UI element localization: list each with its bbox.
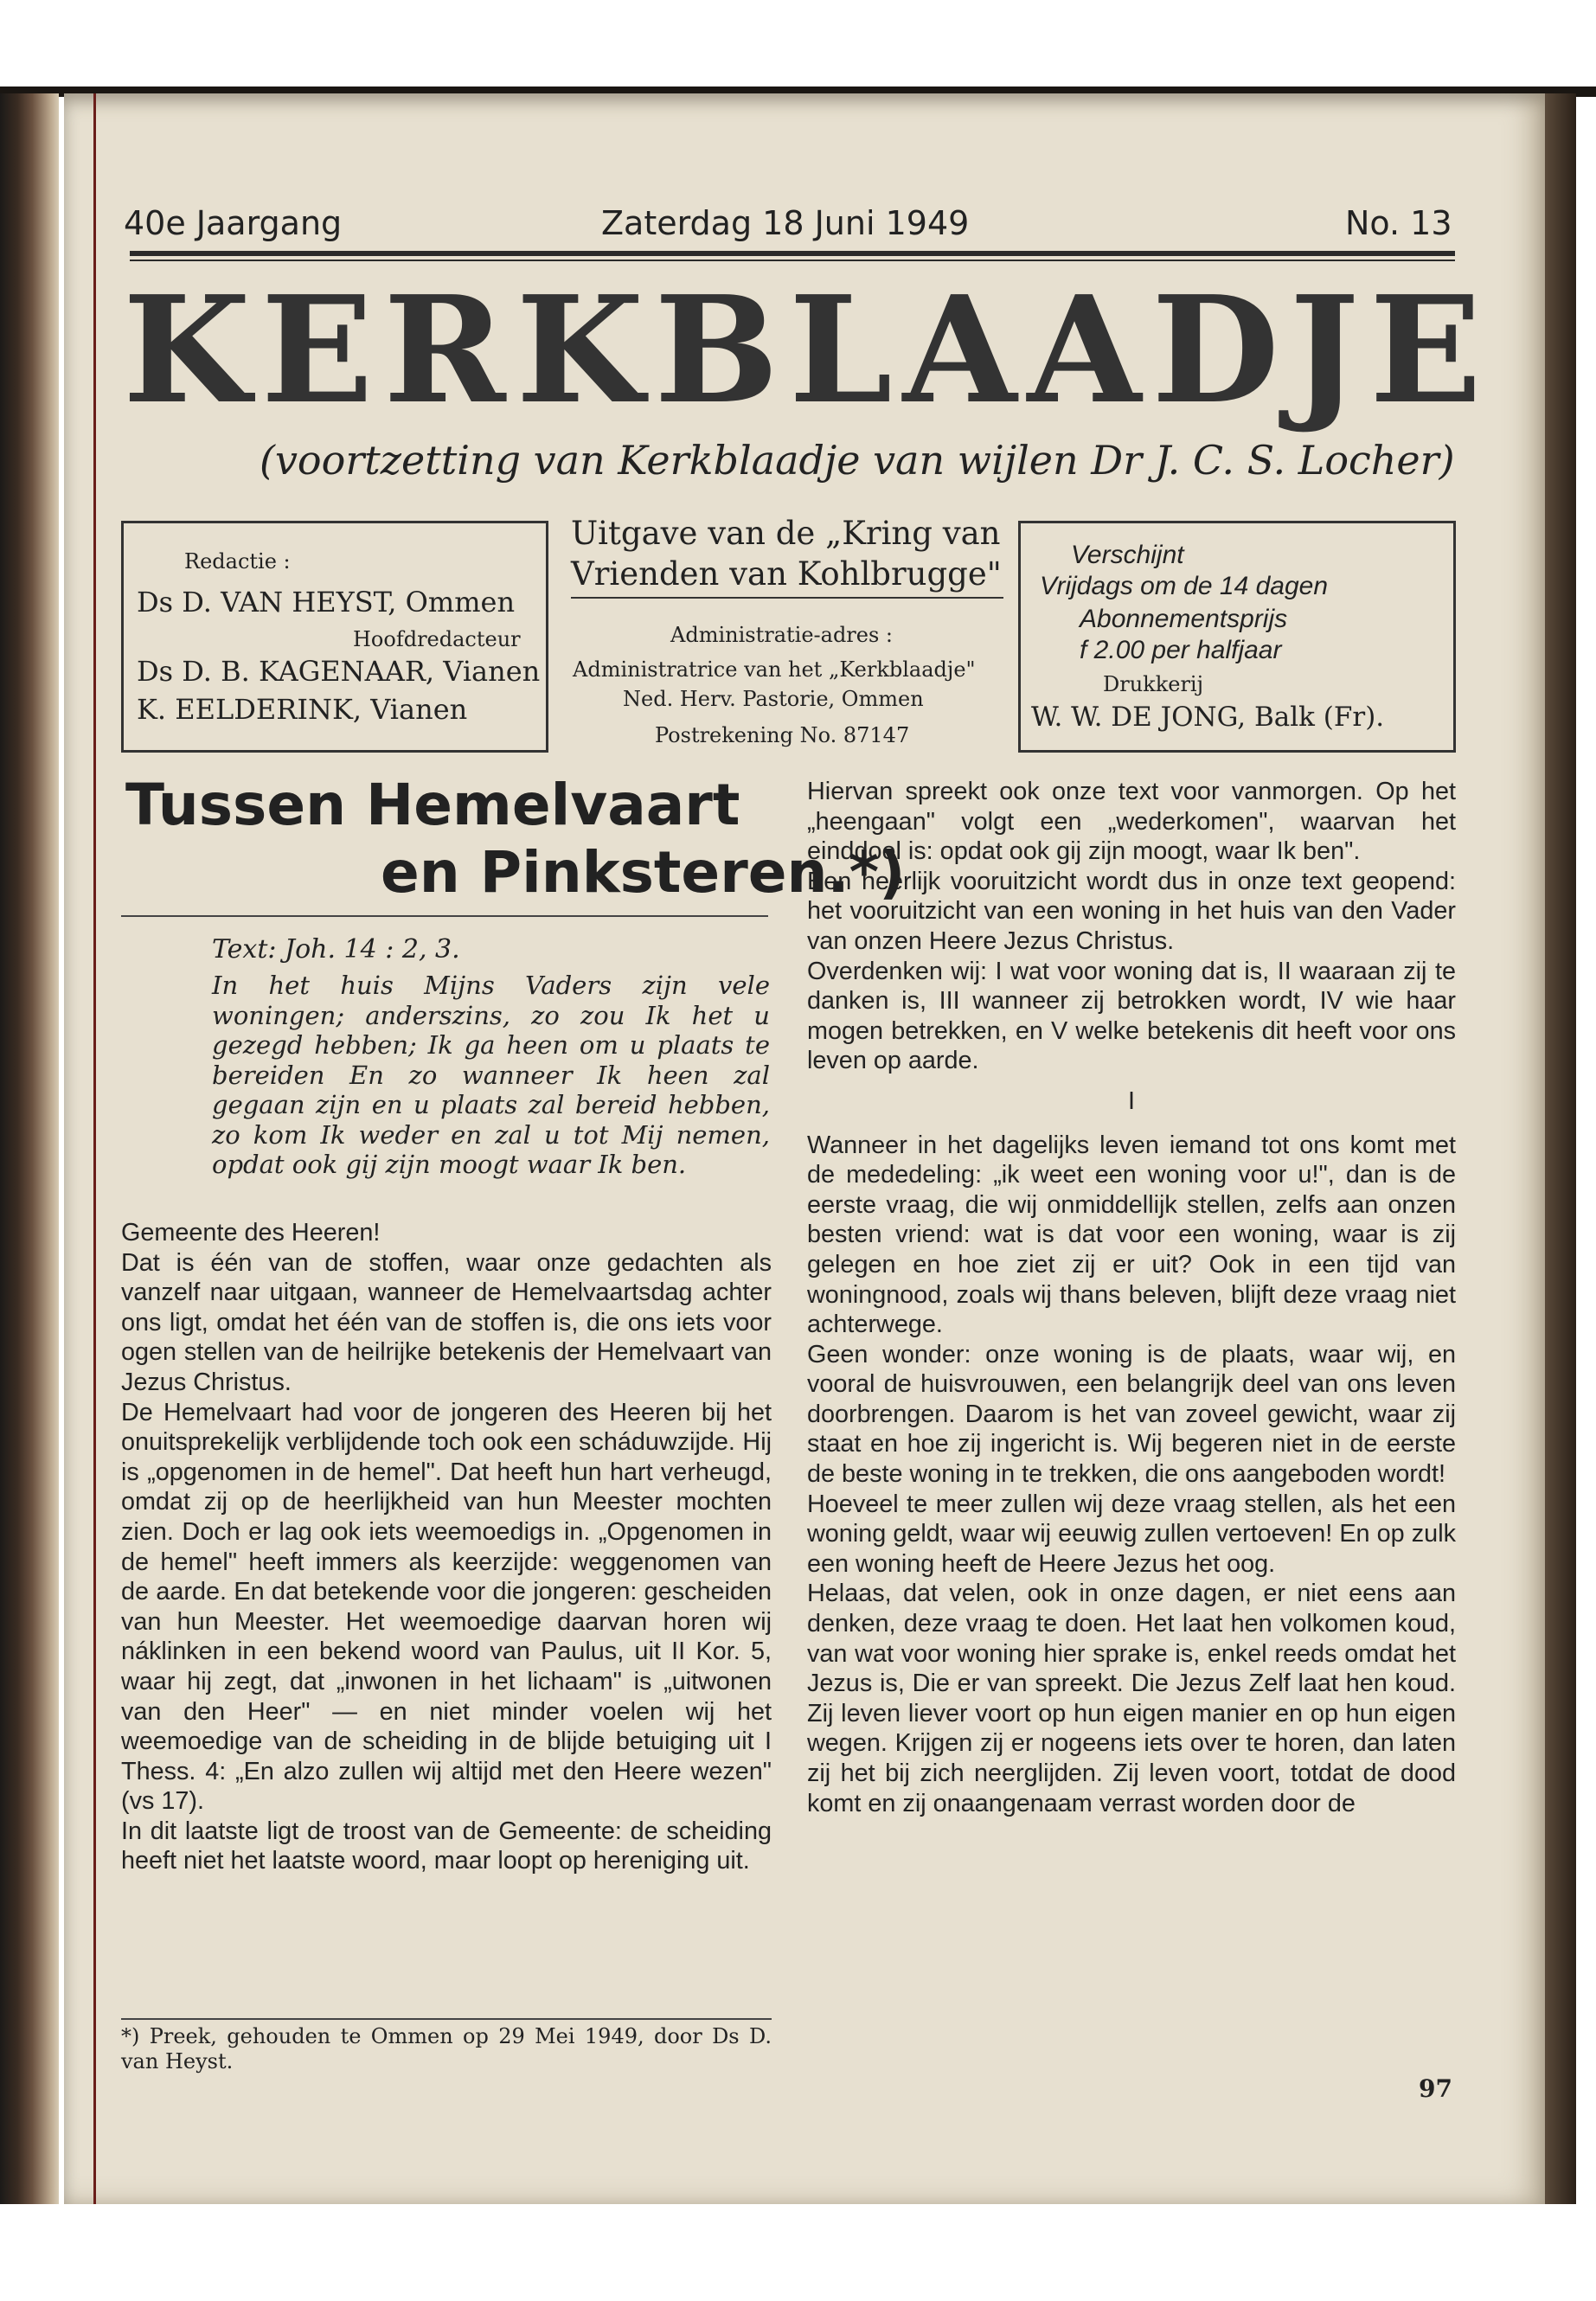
article-left-column [121,1218,772,1876]
editor-role: Hoofdredacteur [353,627,521,651]
footnote: *) Preek, gehouden te Ommen op 29 Mei 1949, door Ds D. van Heyst. [121,2024,772,2073]
printer-label: Drukkerij [1103,672,1204,696]
editors-label: Redactie : [184,549,291,574]
article-right-column [807,777,1456,1818]
issue-date: Zaterdag 18 Juni 1949 [601,204,970,242]
info-box [1018,521,1456,753]
postal-account: Postrekening No. 87147 [655,723,910,747]
page-number: 97 [1419,2074,1452,2103]
editor-2: Ds D. B. KAGENAAR, Vianen [137,655,541,688]
subscription-price: f 2.00 per halfjaar [1080,636,1282,664]
page-edge-shadow [1545,93,1576,2204]
editor-1: Ds D. VAN HEYST, Ommen [137,586,516,619]
paragraph: De Hemelvaart had voor de jongeren des Heeren bij het onuitsprekelijk verblijdende toch ook een scháduwzijde. Hij is „opgenomen in de hemel". Dat heeft hun hart verheugd, omdat zij op de heerlijkheid van hun Meester mochten zien. Doch er lag ook iets weemoedigs in. „Opgenomen in de hemel" heeft immers als keerzijde: weggenomen van de aarde. En dat betekende voor die jongeren: gescheiden van hun Meester. Het weemoedige daarvan horen wij náklinken in een bekend woord van Paulus, uit II Kor. 5, waar hij zegt, dat „inwonen in het lichaam" is „uitwonen van den Heer" — en niet minder voelen wij het weemoedige van de scheiding in de blijde betuiging uit I Thess. 4: „En alzo zullen wij altijd met den Heere wezen" (vs 17). [121,1398,772,1816]
paragraph: Overdenken wij: I wat voor woning dat is, II waaraan zij te danken is, III wanneer zij betrokken wordt, IV wie haar mogen betrekken, en V welke betekenis dit heeft voor ons leven op aarde. [807,957,1456,1075]
editors-box [121,521,548,753]
margin-rule [93,93,96,2204]
footnote-rule [121,2018,772,2020]
article-title-line-2: en Pinksteren.*) [381,839,906,906]
paragraph: Geen wonder: onze woning is de plaats, waar wij, en vooral de huisvrouwen, een belangrijk deel van ons leven doorbrengen. Daarom is het van zoveel gewicht, waar zij staat en hoe zij ingericht is. Wij begeren niet in de eerste de beste woning in te trekken, die ons aangeboden wordt! [807,1340,1456,1489]
paragraph: Een heerlijk vooruitzicht wordt dus in onze text geopend: het vooruitzicht van een woning in het huis van den Vader van onzen Heere Jezus Christus. [807,867,1456,955]
editor-3: K. EELDERINK, Vianen [137,693,468,726]
volume-label: 40e Jaargang [124,204,343,242]
publisher-line-1: Uitgave van de „Kring van [571,515,1001,552]
header-rule-thin [130,260,1455,261]
admin-label: Administratie-adres : [670,623,894,647]
article-title-line-1: Tussen Hemelvaart [125,772,740,838]
printer-name: W. W. DE JONG, Balk (Fr). [1031,702,1385,733]
masthead-title: KERKBLAADJE [123,264,1492,437]
section-numeral: I [1127,1086,1135,1115]
paragraph: Dat is één van de stoffen, waar onze gedachten als vanzelf naar uitgaan, wanneer de Hemelvaartsdag achter ons ligt, omdat het één van de stoffen is, die ons iets voor ogen stellen van de heilrijke betekenis der Hemelvaart van Jezus Christus. [121,1248,772,1396]
scripture-reference: Text: Joh. 14 : 2, 3. [212,934,460,965]
admin-line-1: Administratrice van het „Kerkblaadje" [573,657,976,682]
paragraph: In dit laatste ligt de troost van de Gemeente: de scheiding heeft niet het laatste woord, maar loopt op hereniging uit. [121,1817,772,1875]
book-binding [0,93,59,2204]
masthead-subtitle: (voortzetting van Kerkblaadje van wijlen Dr J. C. S. Locher) [260,437,1455,484]
publisher-line-2: Vrienden van Kohlbrugge" [571,555,1002,593]
issue-number: No. 13 [1345,204,1452,242]
appears-schedule: Vrijdags om de 14 dagen [1040,572,1329,600]
admin-line-2: Ned. Herv. Pastorie, Ommen [623,687,924,711]
paragraph: Hiervan spreekt ook onze text voor vanmorgen. Op het „heengaan" volgt een „wederkomen", waarvan het einddoel is: opdat ook gij zijn moogt, waar Ik ben". [807,778,1456,866]
header-rule [130,251,1455,256]
paragraph: Gemeente des Heeren! [121,1219,381,1247]
paragraph: Wanneer in het dagelijks leven iemand tot ons komt met de mededeling: „ik weet een woning voor u!", dan is de eerste vraag, die wij onmiddellijk stellen, zelfs aan onzen besten vriend: wat is dat voor een woning, waar is zij gelegen en hoe ziet zij er uit? Ook in een tijd van woningnood, zoals wij thans beleven, blijft deze vraag niet achterwege. [807,1131,1456,1339]
publisher-rule [571,597,1003,599]
scripture-verse: In het huis Mijns Vaders zijn vele woningen; anderszins, zo zou Ik het u gezegd hebben; Ik ga heen om u plaats te bereiden En zo wanneer Ik heen zal gegaan zijn en u plaats zal bereid hebben, zo kom Ik weder en zal u tot Mij nemen, opdat ook gij zijn moogt waar Ik ben. [212,971,770,1179]
title-rule [121,915,768,917]
appears-label: Verschijnt [1071,541,1184,569]
subscription-label: Abonnementsprijs [1080,605,1288,633]
paragraph: Hoeveel te meer zullen wij deze vraag stellen, als het een woning geldt, waar wij eeuwig zullen vertoeven! En op zulk een woning heeft de Heere Jezus het oog. [807,1490,1456,1578]
paragraph: Helaas, dat velen, ook in onze dagen, er niet eens aan denken, deze vraag te doen. Het laat hen volkomen koud, van wat voor woning hier sprake is, enkel reeds omdat het Jezus is, Die er van spreekt. Die Jezus Zelf laat hen koud. Zij leven liever voort op hun eigen manier en op hun eigen wegen. Krijgen zij er nogeens iets over te horen, dan laten zij het bij zich neerglijden. Zij leven voort, totdat de dood komt en zij onaangenaam verrast worden door de [807,1580,1456,1817]
